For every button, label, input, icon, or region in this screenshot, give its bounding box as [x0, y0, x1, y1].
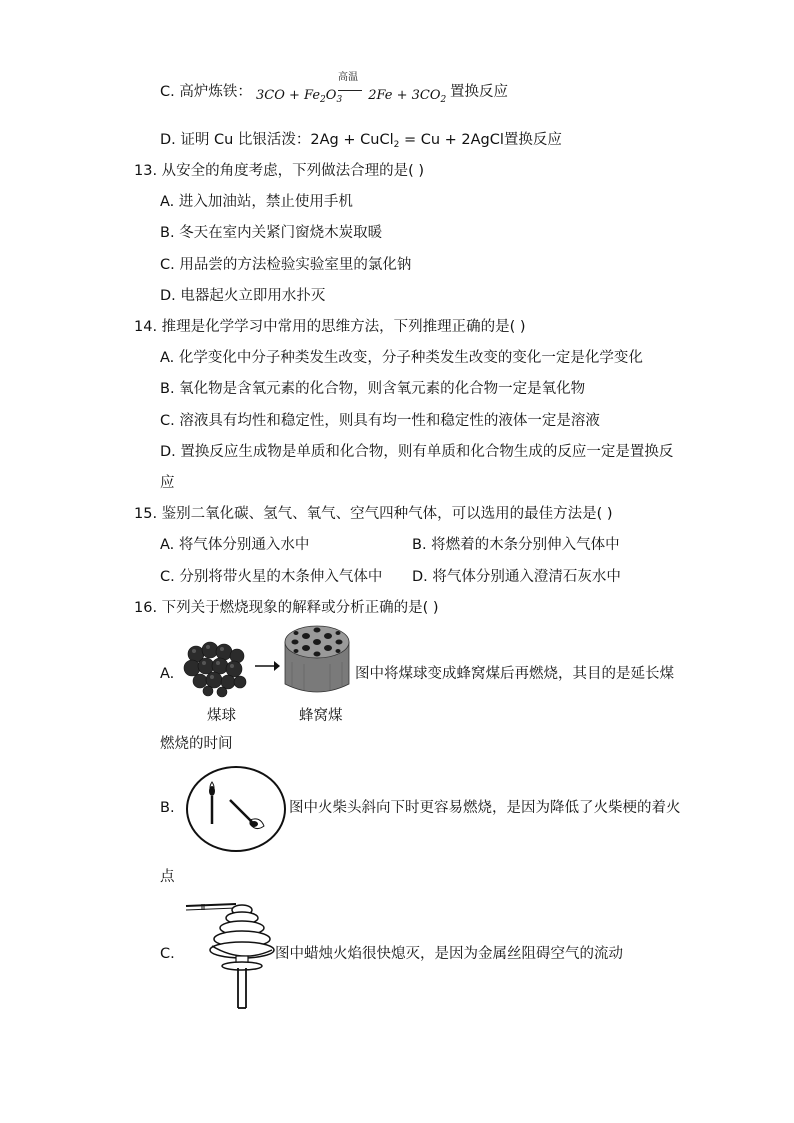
q12-d-sub: 2	[393, 140, 400, 150]
q13-option-d: D. 电器起火立即用水扑灭	[160, 288, 326, 304]
coal-ball-caption: 煤球	[207, 708, 236, 724]
q12-c-eq-left: 3CO + Fe	[256, 88, 321, 103]
q15-stem: 15. 鉴别二氧化碳、氢气、氧气、空气四种气体，可以选用的最佳方法是( )	[134, 506, 613, 522]
q16-stem: 16. 下列关于燃烧现象的解释或分析正确的是( )	[134, 600, 439, 616]
candle-coil-image	[184, 898, 276, 1010]
q14-option-c: C. 溶液具有均性和稳定性，则具有均一性和稳定性的液体一定是溶液	[160, 413, 600, 429]
q12-option-d	[160, 130, 562, 155]
q16-c-label: C.	[160, 946, 175, 962]
q15-option-d: D. 将气体分别通入澄清石灰水中	[412, 569, 621, 585]
q16-b-text: 图中火柴头斜向下时更容易燃烧，是因为降低了火柴梗的着火	[289, 800, 681, 816]
q15-option-b: B. 将燃着的木条分别伸入气体中	[412, 537, 620, 553]
q12-c-eq-right: 2Fe + 3CO	[368, 88, 441, 103]
q12-c-condition: 高温	[338, 72, 358, 83]
q14-option-b: B. 氧化物是含氧元素的化合物，则含氧元素的化合物一定是氧化物	[160, 381, 586, 397]
q12-d-rest: = Cu + 2AgCl置换反应	[399, 132, 562, 148]
q16-c-text: 图中蜡烛火焰很快熄灭，是因为金属丝阻碍空气的流动	[275, 946, 623, 962]
q14-stem: 14. 推理是化学学习中常用的思维方法，下列推理正确的是( )	[134, 319, 526, 335]
q15-option-c: C. 分别将带火星的木条伸入气体中	[160, 569, 383, 585]
q16-a-text: 图中将煤球变成蜂窝煤后再燃烧，其目的是延长煤	[355, 666, 674, 682]
q13-option-b: B. 冬天在室内关紧门窗烧木炭取暖	[160, 225, 383, 241]
q12-c-equation	[256, 86, 446, 110]
q12-c-type: 置换反应	[450, 84, 508, 100]
honeycomb-coal-image	[282, 622, 352, 696]
q16-a-cont: 燃烧的时间	[160, 736, 233, 752]
q16-b-cont: 点	[160, 869, 175, 885]
q12-c-sub2: 3	[336, 95, 343, 105]
q14-option-d: D. 置换反应生成物是单质和化合物，则有单质和化合物生成的反应一定是置换反	[160, 444, 674, 460]
q12-c-sub3: 2	[440, 95, 447, 105]
q12-c-sub1: 2	[320, 95, 326, 105]
arrow-icon	[254, 660, 280, 672]
q13-option-a: A. 进入加油站，禁止使用手机	[160, 194, 353, 210]
q16-a-label: A.	[160, 666, 175, 682]
q15-option-a: A. 将气体分别通入水中	[160, 537, 310, 553]
coal-ball-image	[182, 638, 252, 698]
q12-c-eq-mid: O	[325, 88, 337, 103]
q13-option-c: C. 用品尝的方法检验实验室里的氯化钠	[160, 257, 412, 273]
match-image	[184, 764, 288, 854]
q13-stem: 13. 从安全的角度考虑，下列做法合理的是( )	[134, 163, 425, 179]
q12-d-text: D. 证明 Cu 比银活泼：2Ag + CuCl	[160, 132, 394, 148]
q14-option-a: A. 化学变化中分子种类发生改变，分子种类发生改变的变化一定是化学变化	[160, 350, 643, 366]
honeycomb-coal-caption: 蜂窝煤	[299, 708, 343, 724]
q12-option-c	[160, 82, 252, 102]
q16-b-label: B.	[160, 800, 175, 816]
q14-option-d-cont: 应	[160, 475, 175, 491]
q12-c-label: C. 高炉炼铁：	[160, 84, 252, 100]
